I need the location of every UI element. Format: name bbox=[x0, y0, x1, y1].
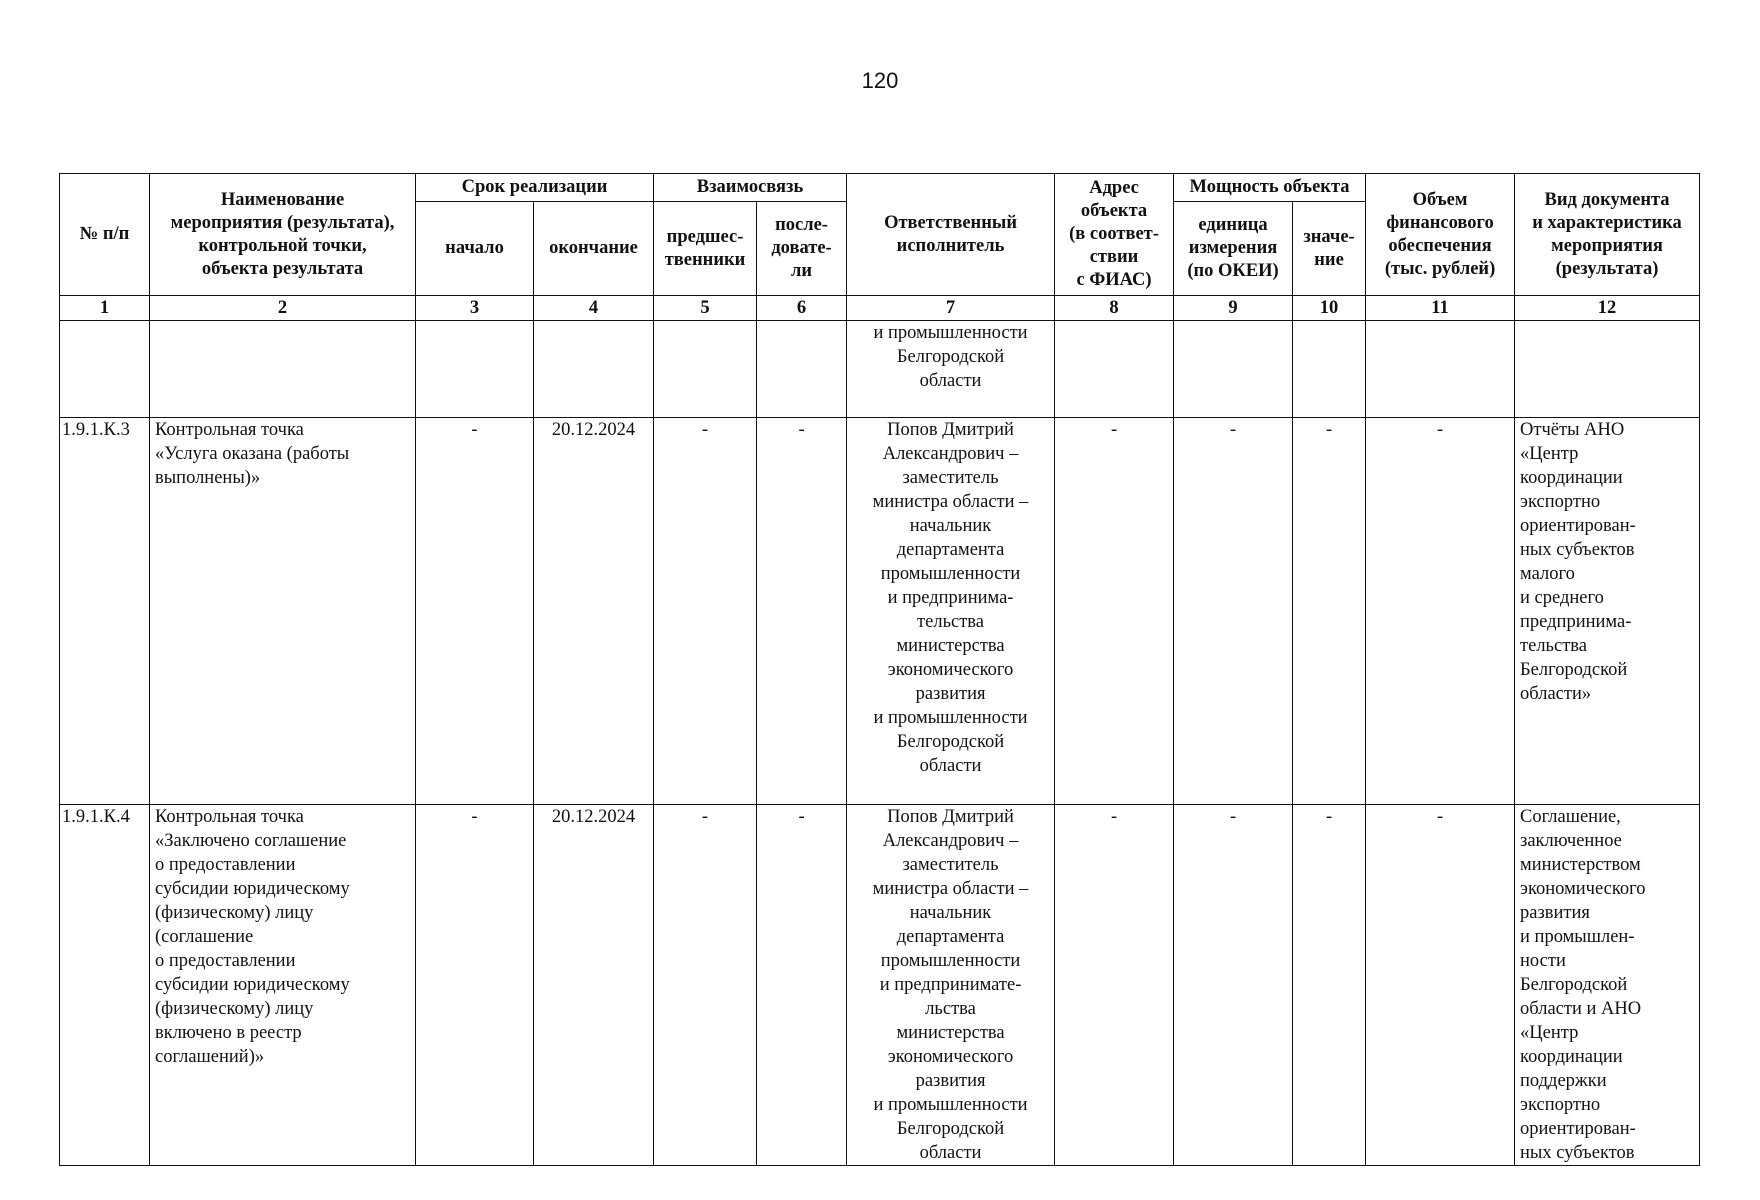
header-responsible: Ответственный исполнитель bbox=[847, 174, 1055, 296]
column-number: 7 bbox=[847, 296, 1055, 321]
cell-unit bbox=[1174, 321, 1293, 418]
column-number: 8 bbox=[1055, 296, 1174, 321]
cell-end: 20.12.2024 bbox=[534, 805, 654, 1166]
table-row-continuation bbox=[60, 321, 1700, 418]
cell-num: 1.9.1.К.3 bbox=[60, 418, 150, 805]
header-finance: Объем финансового обеспечения (тыс. рублей) bbox=[1366, 174, 1515, 296]
column-number: 6 bbox=[757, 296, 847, 321]
header-successors: после- довате- ли bbox=[757, 202, 847, 296]
cell-start bbox=[416, 321, 534, 418]
cell-doc-type: Отчёты АНО «Центр координации экспортно ориентирован- ных субъектов малого и среднего предпринима- тельства Белгородской области» bbox=[1515, 418, 1700, 805]
column-number: 10 bbox=[1293, 296, 1366, 321]
header-term-group: Срок реализации bbox=[416, 174, 654, 202]
header-doc-type: Вид документа и характеристика мероприятия (результата) bbox=[1515, 174, 1700, 296]
cell-doc-type: Соглашение, заключенное министерством экономического развития и промышлен- ности Белгородской области и АНО «Центр координации поддержки экспортно ориентирован- ных субъектов bbox=[1515, 805, 1700, 1166]
cell-successors: - bbox=[757, 805, 847, 1166]
header-name: Наименование мероприятия (результата), контрольной точки, объекта результата bbox=[150, 174, 416, 296]
column-number: 9 bbox=[1174, 296, 1293, 321]
header-num: № п/п bbox=[60, 174, 150, 296]
column-number: 11 bbox=[1366, 296, 1515, 321]
header-end: окончание bbox=[534, 202, 654, 296]
header-start: начало bbox=[416, 202, 534, 296]
cell-name: Контрольная точка «Заключено соглашение о предоставлении субсидии юридическому (физическому) лицу (соглашение о предоставлении субсидии юридическому (физическому) лицу включено в реестр соглашений)» bbox=[150, 805, 416, 1166]
cell-address: - bbox=[1055, 418, 1174, 805]
column-number: 12 bbox=[1515, 296, 1700, 321]
cell-successors bbox=[757, 321, 847, 418]
header-capacity-group: Мощность объекта bbox=[1174, 174, 1366, 202]
cell-name bbox=[150, 321, 416, 418]
table-header bbox=[60, 174, 1700, 321]
cell-unit: - bbox=[1174, 805, 1293, 1166]
cell-responsible: и промышленности Белгородской области bbox=[847, 321, 1055, 418]
table-row bbox=[60, 805, 1700, 1166]
cell-responsible: Попов Дмитрий Александрович – заместитель министра области – начальник департамента промышленности и предпринимате- льства министерства экономического развития и промышленности Белгородской области bbox=[847, 805, 1055, 1166]
cell-responsible: Попов Дмитрий Александрович – заместитель министра области – начальник департамента промышленности и предпринима- тельства министерства экономического развития и промышленности Белгородской области bbox=[847, 418, 1055, 805]
cell-successors: - bbox=[757, 418, 847, 805]
column-number: 2 bbox=[150, 296, 416, 321]
column-number: 3 bbox=[416, 296, 534, 321]
cell-end bbox=[534, 321, 654, 418]
cell-name: Контрольная точка «Услуга оказана (работы выполнены)» bbox=[150, 418, 416, 805]
table-row bbox=[60, 418, 1700, 805]
cell-num: 1.9.1.К.4 bbox=[60, 805, 150, 1166]
header-value: значе- ние bbox=[1293, 202, 1366, 296]
cell-doc-type bbox=[1515, 321, 1700, 418]
header-unit: единица измерения (по ОКЕИ) bbox=[1174, 202, 1293, 296]
cell-address: - bbox=[1055, 805, 1174, 1166]
cell-predecessors: - bbox=[654, 805, 757, 1166]
cell-predecessors bbox=[654, 321, 757, 418]
cell-unit: - bbox=[1174, 418, 1293, 805]
header-link-group: Взаимосвязь bbox=[654, 174, 847, 202]
events-table bbox=[59, 173, 1700, 1166]
cell-value: - bbox=[1293, 418, 1366, 805]
cell-finance: - bbox=[1366, 805, 1515, 1166]
cell-end: 20.12.2024 bbox=[534, 418, 654, 805]
cell-finance bbox=[1366, 321, 1515, 418]
page-number: 120 bbox=[861, 68, 899, 93]
cell-num bbox=[60, 321, 150, 418]
cell-value bbox=[1293, 321, 1366, 418]
cell-predecessors: - bbox=[654, 418, 757, 805]
column-number: 4 bbox=[534, 296, 654, 321]
column-number: 1 bbox=[60, 296, 150, 321]
cell-start: - bbox=[416, 418, 534, 805]
header-address: Адрес объекта (в соответ- ствии с ФИАС) bbox=[1055, 174, 1174, 296]
cell-finance: - bbox=[1366, 418, 1515, 805]
cell-address bbox=[1055, 321, 1174, 418]
header-predecessors: предшес- твенники bbox=[654, 202, 757, 296]
column-number-row bbox=[60, 296, 1700, 321]
cell-value: - bbox=[1293, 805, 1366, 1166]
cell-start: - bbox=[416, 805, 534, 1166]
column-number: 5 bbox=[654, 296, 757, 321]
